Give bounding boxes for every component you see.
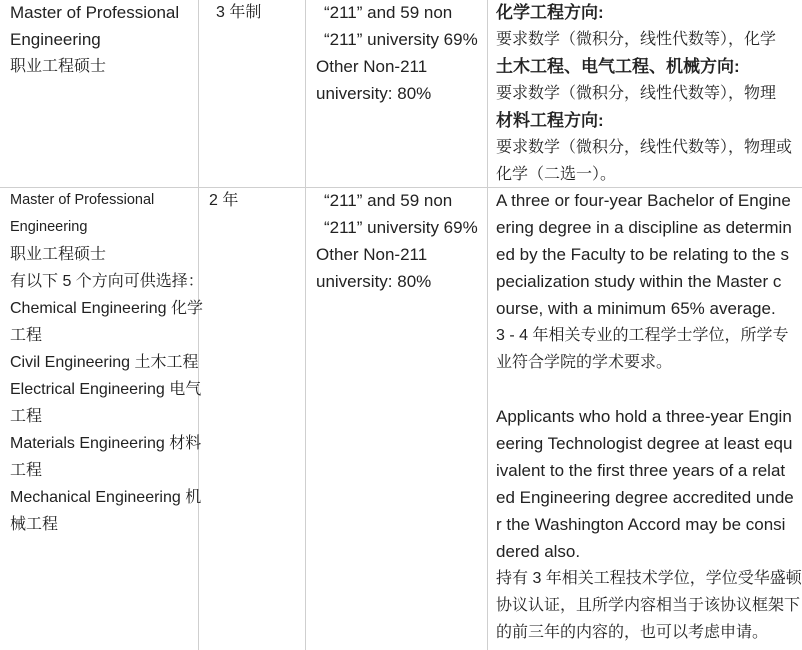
duration-text: 3 年制 xyxy=(216,4,262,21)
program-line: Electrical Engineering 电气 xyxy=(10,381,202,398)
column-divider xyxy=(305,0,306,650)
gpa-line: “211” university 69% xyxy=(324,30,478,49)
program-line: 有以下 5 个方向可供选择： xyxy=(10,273,204,290)
requirement-line: 要求数学（微积分，线性代数等），物理 xyxy=(496,85,777,102)
program-line: 工程 xyxy=(10,408,43,425)
program-line: Chemical Engineering 化学 xyxy=(10,300,203,317)
program-line: Mechanical Engineering 机 xyxy=(10,489,202,506)
requirement-line: 持有 3 年相关工程技术学位，学位受华盛顿 xyxy=(496,570,802,587)
program-line: Engineering xyxy=(10,219,88,235)
row1-requirements-cell xyxy=(496,0,792,188)
program-line: Materials Engineering 材料 xyxy=(10,435,202,452)
requirement-heading: 土木工程、电气工程、机械方向: xyxy=(496,57,740,76)
requirement-line: A three or four-year Bachelor of Engine xyxy=(496,191,791,210)
requirement-line: ering degree in a discipline as determin xyxy=(496,218,792,237)
row1-program-cell xyxy=(10,0,179,80)
requirement-line: ed Engineering degree accredited unde xyxy=(496,488,794,507)
gpa-line: university: 80% xyxy=(316,84,432,103)
program-line: Engineering xyxy=(10,30,101,49)
program-line: Master of Professional xyxy=(10,3,180,22)
requirement-line: Applicants who hold a three-year Engin xyxy=(496,407,792,426)
duration-text: 2 年 xyxy=(209,192,239,209)
requirement-line: 业符合学院的学术要求。 xyxy=(496,354,673,371)
gpa-line: “211” and 59 non xyxy=(324,191,453,210)
program-line: 工程 xyxy=(10,462,43,479)
requirement-line: 的前三年的内容的，也可以考虑申请。 xyxy=(496,624,769,641)
program-line: 职业工程硕士 xyxy=(10,246,107,263)
requirement-line: 要求数学（微积分，线性代数等），物理或 xyxy=(496,139,793,156)
requirement-line: 要求数学（微积分，线性代数等），化学 xyxy=(496,31,777,48)
requirement-line: eering Technologist degree at least equ xyxy=(496,434,793,453)
paragraph-gap xyxy=(496,376,802,403)
column-divider xyxy=(487,0,488,650)
row2-requirements-cell xyxy=(496,187,802,646)
program-line: Master of Professional xyxy=(10,192,155,208)
requirement-heading: 材料工程方向: xyxy=(496,111,604,130)
row2-duration-cell xyxy=(209,187,238,214)
row1-gpa-cell xyxy=(316,0,478,107)
program-line: 工程 xyxy=(10,327,43,344)
requirement-line: 3 - 4 年相关专业的工程学士学位，所学专 xyxy=(496,327,789,344)
requirement-line: dered also. xyxy=(496,542,581,561)
requirement-line: 化学（二选一）。 xyxy=(496,166,617,183)
program-line: 职业工程硕士 xyxy=(10,58,107,75)
requirement-line: pecialization study within the Master c xyxy=(496,272,782,291)
gpa-line: Other Non-211 xyxy=(316,57,428,76)
gpa-line: Other Non-211 xyxy=(316,245,428,264)
requirement-line: ivalent to the first three years of a relat xyxy=(496,461,786,480)
row2-gpa-cell xyxy=(316,187,478,295)
gpa-line: “211” university 69% xyxy=(324,218,478,237)
requirement-line: 协议认证，且所学内容相当于该协议框架下 xyxy=(496,597,801,614)
row2-program-cell xyxy=(10,187,204,538)
requirement-line: r the Washington Accord may be consi xyxy=(496,515,786,534)
gpa-line: university: 80% xyxy=(316,272,432,291)
row1-duration-cell xyxy=(216,0,261,26)
program-line: 械工程 xyxy=(10,516,59,533)
requirement-line: ed by the Faculty to be relating to the s xyxy=(496,245,789,264)
program-line: Civil Engineering 土木工程 xyxy=(10,354,199,371)
gpa-line: “211” and 59 non xyxy=(324,3,453,22)
requirement-heading: 化学工程方向: xyxy=(496,3,604,22)
requirement-line: ourse, with a minimum 65% average. xyxy=(496,299,776,318)
